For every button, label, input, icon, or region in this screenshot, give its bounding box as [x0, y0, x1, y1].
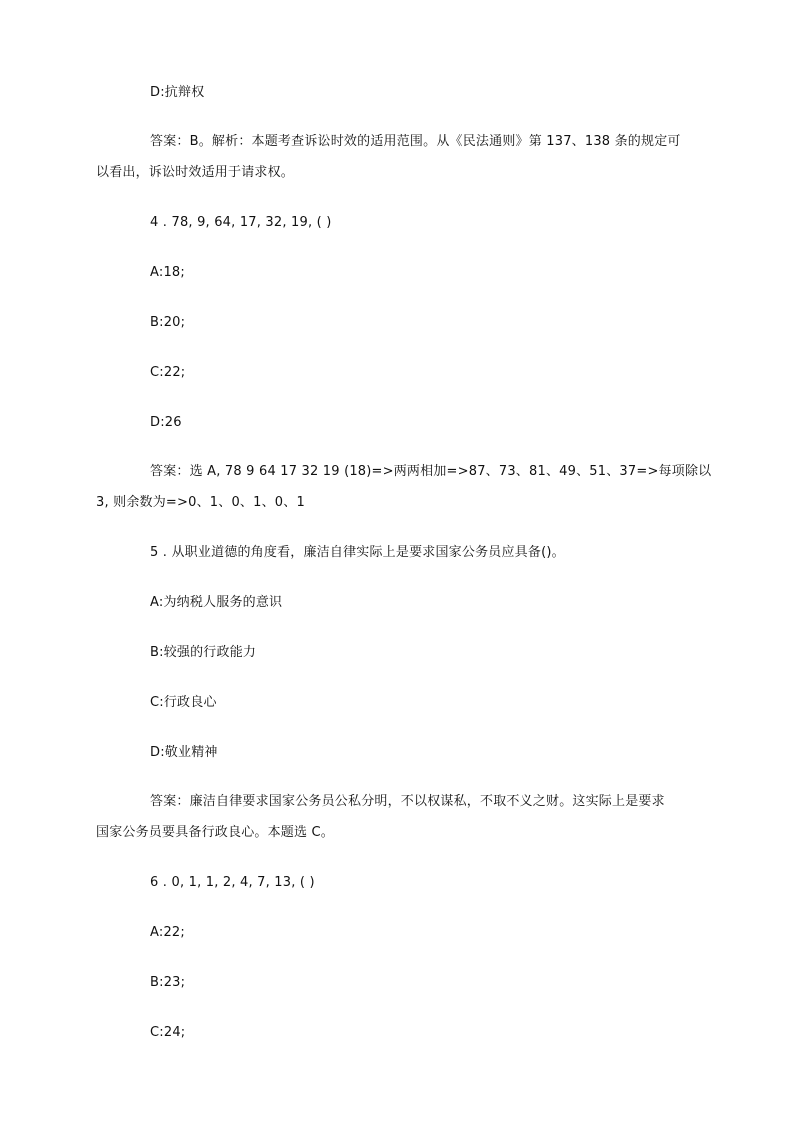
q6-option-c: C:24; [150, 1025, 186, 1040]
q5-option-d: D:敬业精神 [150, 745, 218, 760]
q3-answer-line-1: 答案：B。解析：本题考查诉讼时效的适用范围。从《民法通则》第 137、138 条的规定可 [150, 134, 681, 149]
q5-option-b: B:较强的行政能力 [150, 645, 257, 660]
q6-question: 6 . 0, 1, 1, 2, 4, 7, 13, ( ) [150, 875, 315, 890]
q4-answer-line-1: 答案：选 A, 78 9 64 17 32 19 (18)=>两两相加=>87、73、81、49、51、37=>每项除以 [150, 464, 712, 479]
q5-answer-line-1: 答案：廉洁自律要求国家公务员公私分明，不以权谋私，不取不义之财。这实际上是要求 [150, 794, 665, 809]
q3-option-d: D:抗辩权 [150, 85, 205, 100]
q3-answer-line-2: 以看出，诉讼时效适用于请求权。 [96, 165, 295, 180]
q5-answer-line-2: 国家公务员要具备行政良心。本题选 C。 [96, 825, 335, 840]
q4-option-b: B:20; [150, 315, 186, 330]
q4-option-c: C:22; [150, 365, 186, 380]
q4-option-a: A:18; [150, 265, 185, 280]
q4-option-d: D:26 [150, 415, 182, 430]
q6-option-b: B:23; [150, 975, 186, 990]
q5-question: 5 . 从职业道德的角度看，廉洁自律实际上是要求国家公务员应具备()。 [150, 545, 565, 560]
q5-option-c: C:行政良心 [150, 695, 217, 710]
q4-question: 4 . 78, 9, 64, 17, 32, 19, ( ) [150, 215, 332, 230]
q5-option-a: A:为纳税人服务的意识 [150, 595, 283, 610]
q6-option-a: A:22; [150, 925, 185, 940]
q4-answer-line-2: 3, 则余数为=>0、1、0、1、0、1 [96, 495, 305, 510]
